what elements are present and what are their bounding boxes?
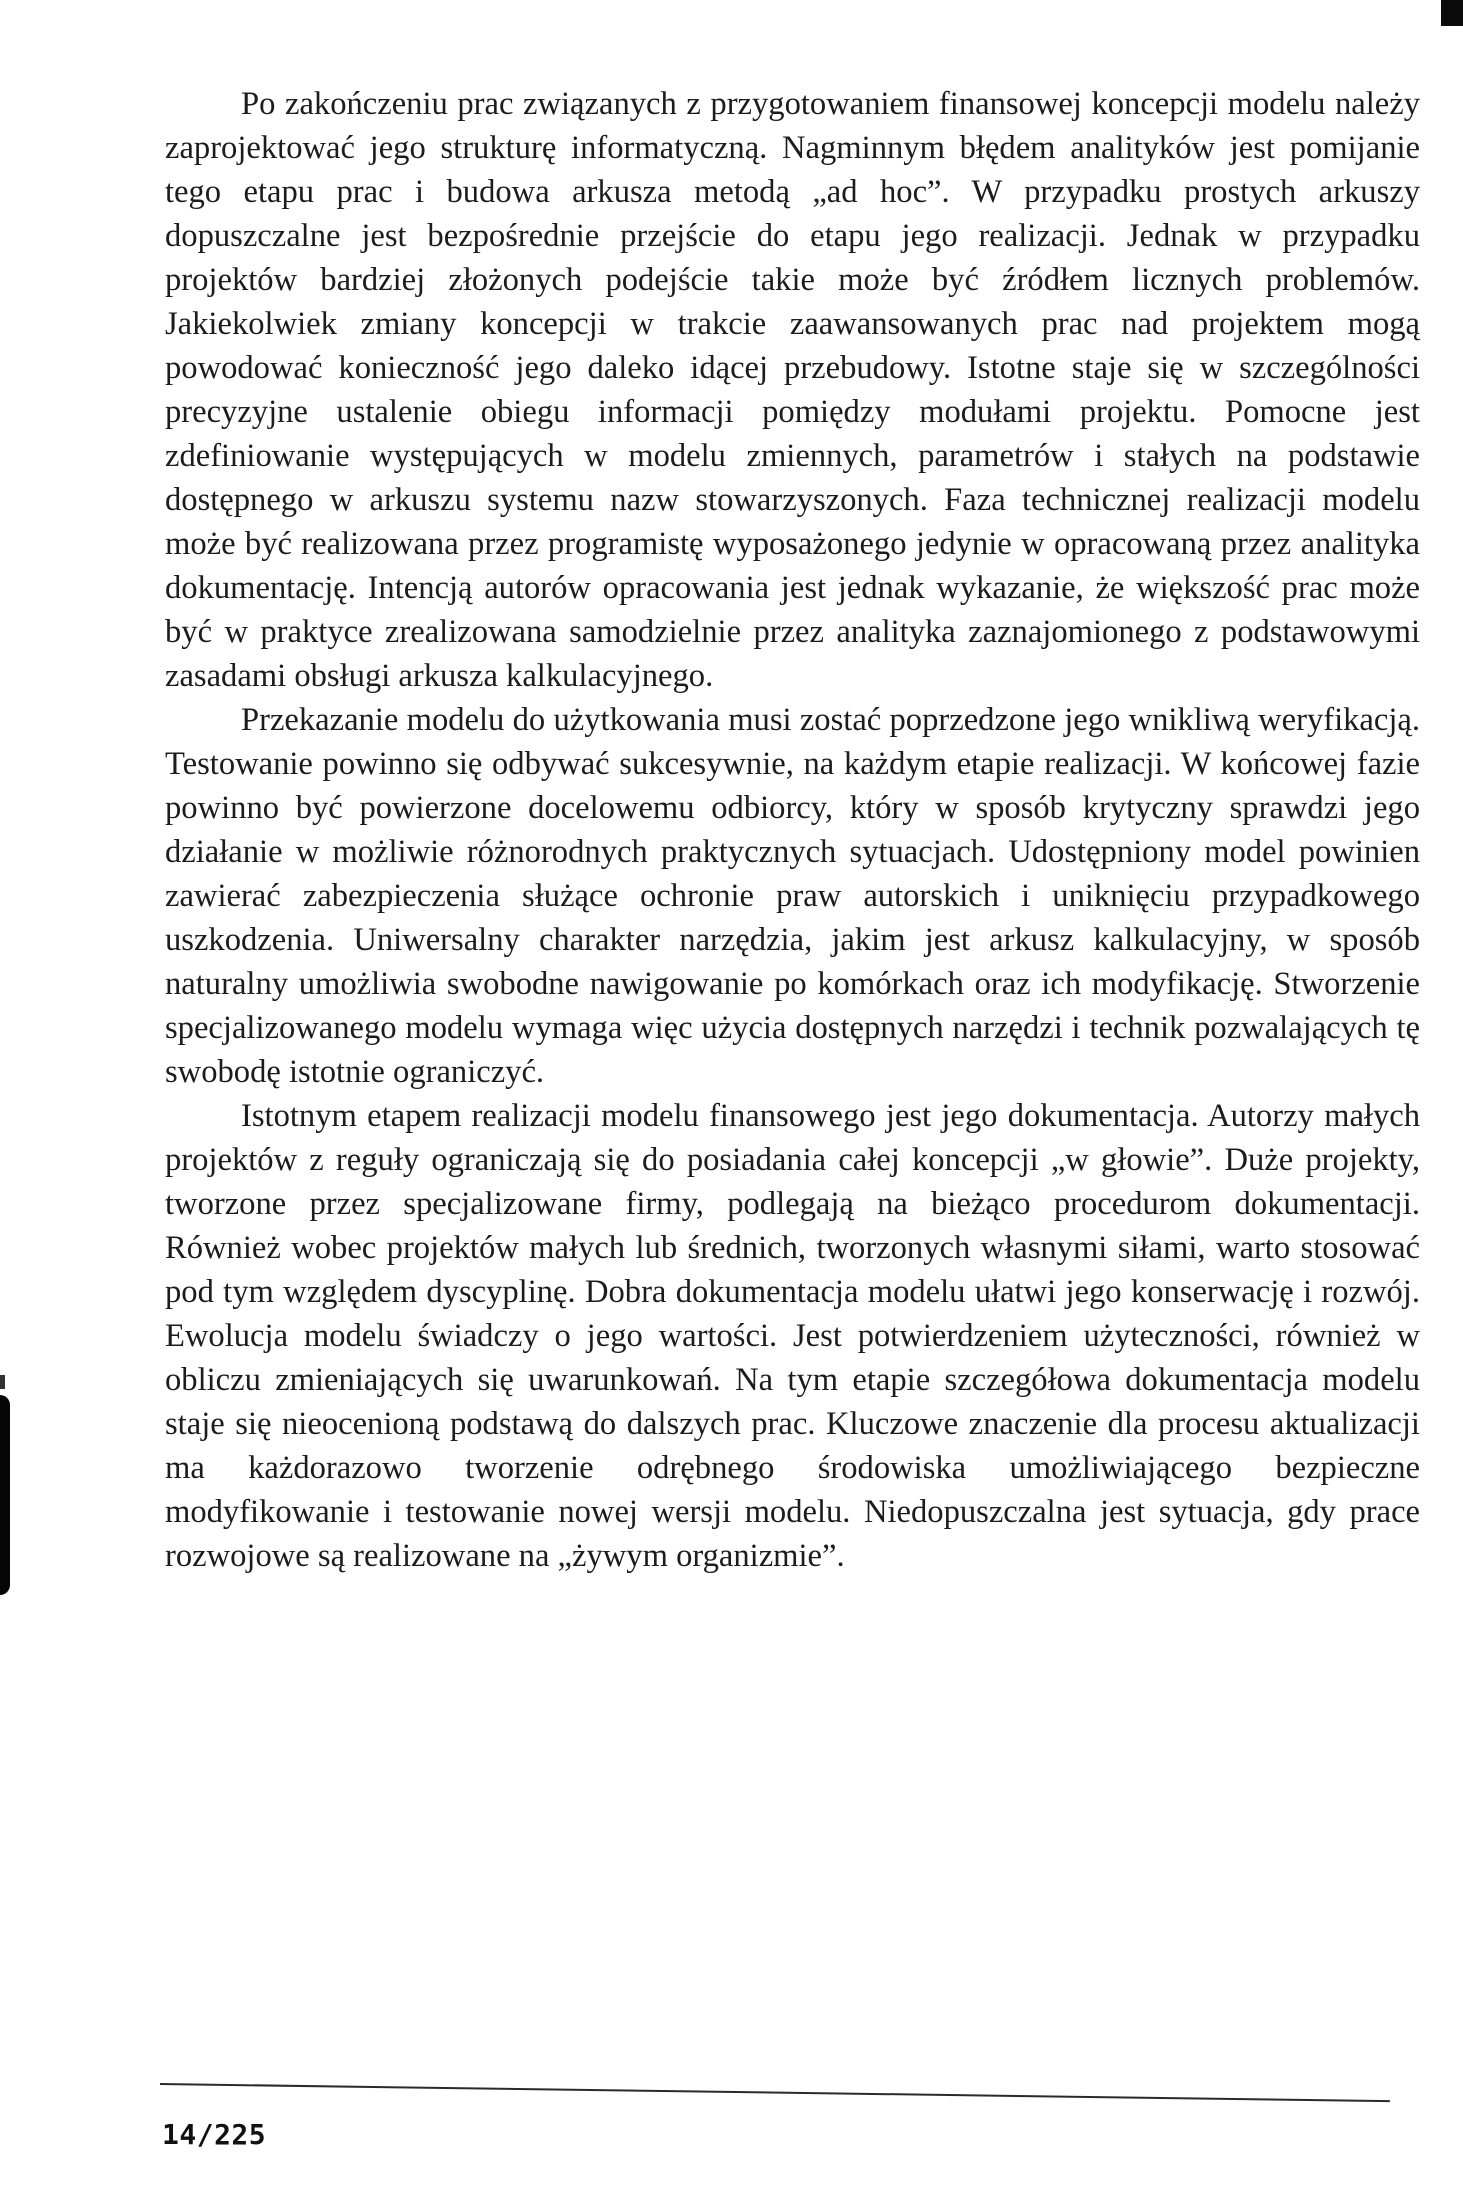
- scan-corner-mark: [1441, 0, 1463, 26]
- paragraph-verification: Przekazanie modelu do użytkowania musi zostać poprzedzone jego wnikliwą weryfikacją. Testowanie powinno się odbywać sukcesywnie, na każdym etapie realizacji. W końcowej fazie powinno być powierzone docelowemu odbiorcy, który w sposób krytyczny sprawdzi jego działanie w możliwie różnorodnych praktycznych sytuacjach. Udostępniony model powinien zawierać zabezpieczenia służące ochronie praw autorskich i uniknięciu przypadkowego uszkodzenia. Uniwersalny charakter narzędzia, jakim jest arkusz kalkulacyjny, w sposób naturalny umożliwia swobodne nawigowanie po komórkach oraz ich modyfikację. Stworzenie specjalizowanego modelu wymaga więc użycia dostępnych narzędzi i technik pozwalających tę swobodę istotnie ograniczyć.: [165, 702, 1420, 1090]
- paragraph-documentation: Istotnym etapem realizacji modelu finansowego jest jego dokumentacja. Autorzy małych projektów z reguły ograniczają się do posiadania całej koncepcji „w głowie”. Duże projekty, tworzone przez specjalizowane firmy, podlegają na bieżąco procedurom dokumentacji. Również wobec projektów małych lub średnich, tworzonych własnymi siłami, warto stosować pod tym względem dyscyplinę. Dobra dokumentacja modelu ułatwi jego konserwację i rozwój. Ewolucja modelu świadczy o jego wartości. Jest potwierdzeniem użyteczności, również w obliczu zmieniających się uwarunkowań. Na tym etapie szczegółowa dokumentacja modelu staje się nieocenioną podstawą do dalszych prac. Kluczowe znaczenie dla procesu aktualizacji ma każdorazowo tworzenie odrębnego środowiska umożliwiającego bezpieczne modyfikowanie i testowanie nowej wersji modelu. Niedopuszczalna jest sytuacja, gdy prace rozwojowe są realizowane na „żywym organizmie”.: [165, 1098, 1420, 1574]
- page-number: 14/225: [162, 2118, 267, 2151]
- paragraph-structure: Po zakończeniu prac związanych z przygotowaniem finansowej koncepcji modelu należy zaprojektować jego strukturę informatyczną. Nagminnym błędem analityków jest pomijanie tego etapu prac i budowa arkusza metodą „ad hoc”. W przypadku prostych arkuszy dopuszczalne jest bezpośrednie przejście do etapu jego realizacji. Jednak w przypadku projektów bardziej złożonych podejście takie może być źródłem licznych problemów. Jakiekolwiek zmiany koncepcji w trakcie zaawansowanych prac nad projektem mogą powodować konieczność jego daleko idącej przebudowy. Istotne staje się w szczególności precyzyjne ustalenie obiegu informacji pomiędzy modułami projektu. Pomocne jest zdefiniowanie występujących w modelu zmiennych, parametrów i stałych na podstawie dostępnego w arkuszu systemu nazw stowarzyszonych. Faza technicznej realizacji modelu może być realizowana przez programistę wyposażonego jedynie w opracowaną przez analityka dokumentację. Intencją autorów opracowania jest jednak wykazanie, że większość prac może być w praktyce zrealizowana samodzielnie przez analityka zaznajomionego z podstawowymi zasadami obsługi arkusza kalkulacyjnego.: [165, 86, 1420, 694]
- body-text: [165, 82, 1420, 1578]
- scan-binding-fleck: [0, 1375, 5, 1389]
- scan-binding-shadow: [0, 1395, 10, 1595]
- footer-rule: [160, 2083, 1390, 2102]
